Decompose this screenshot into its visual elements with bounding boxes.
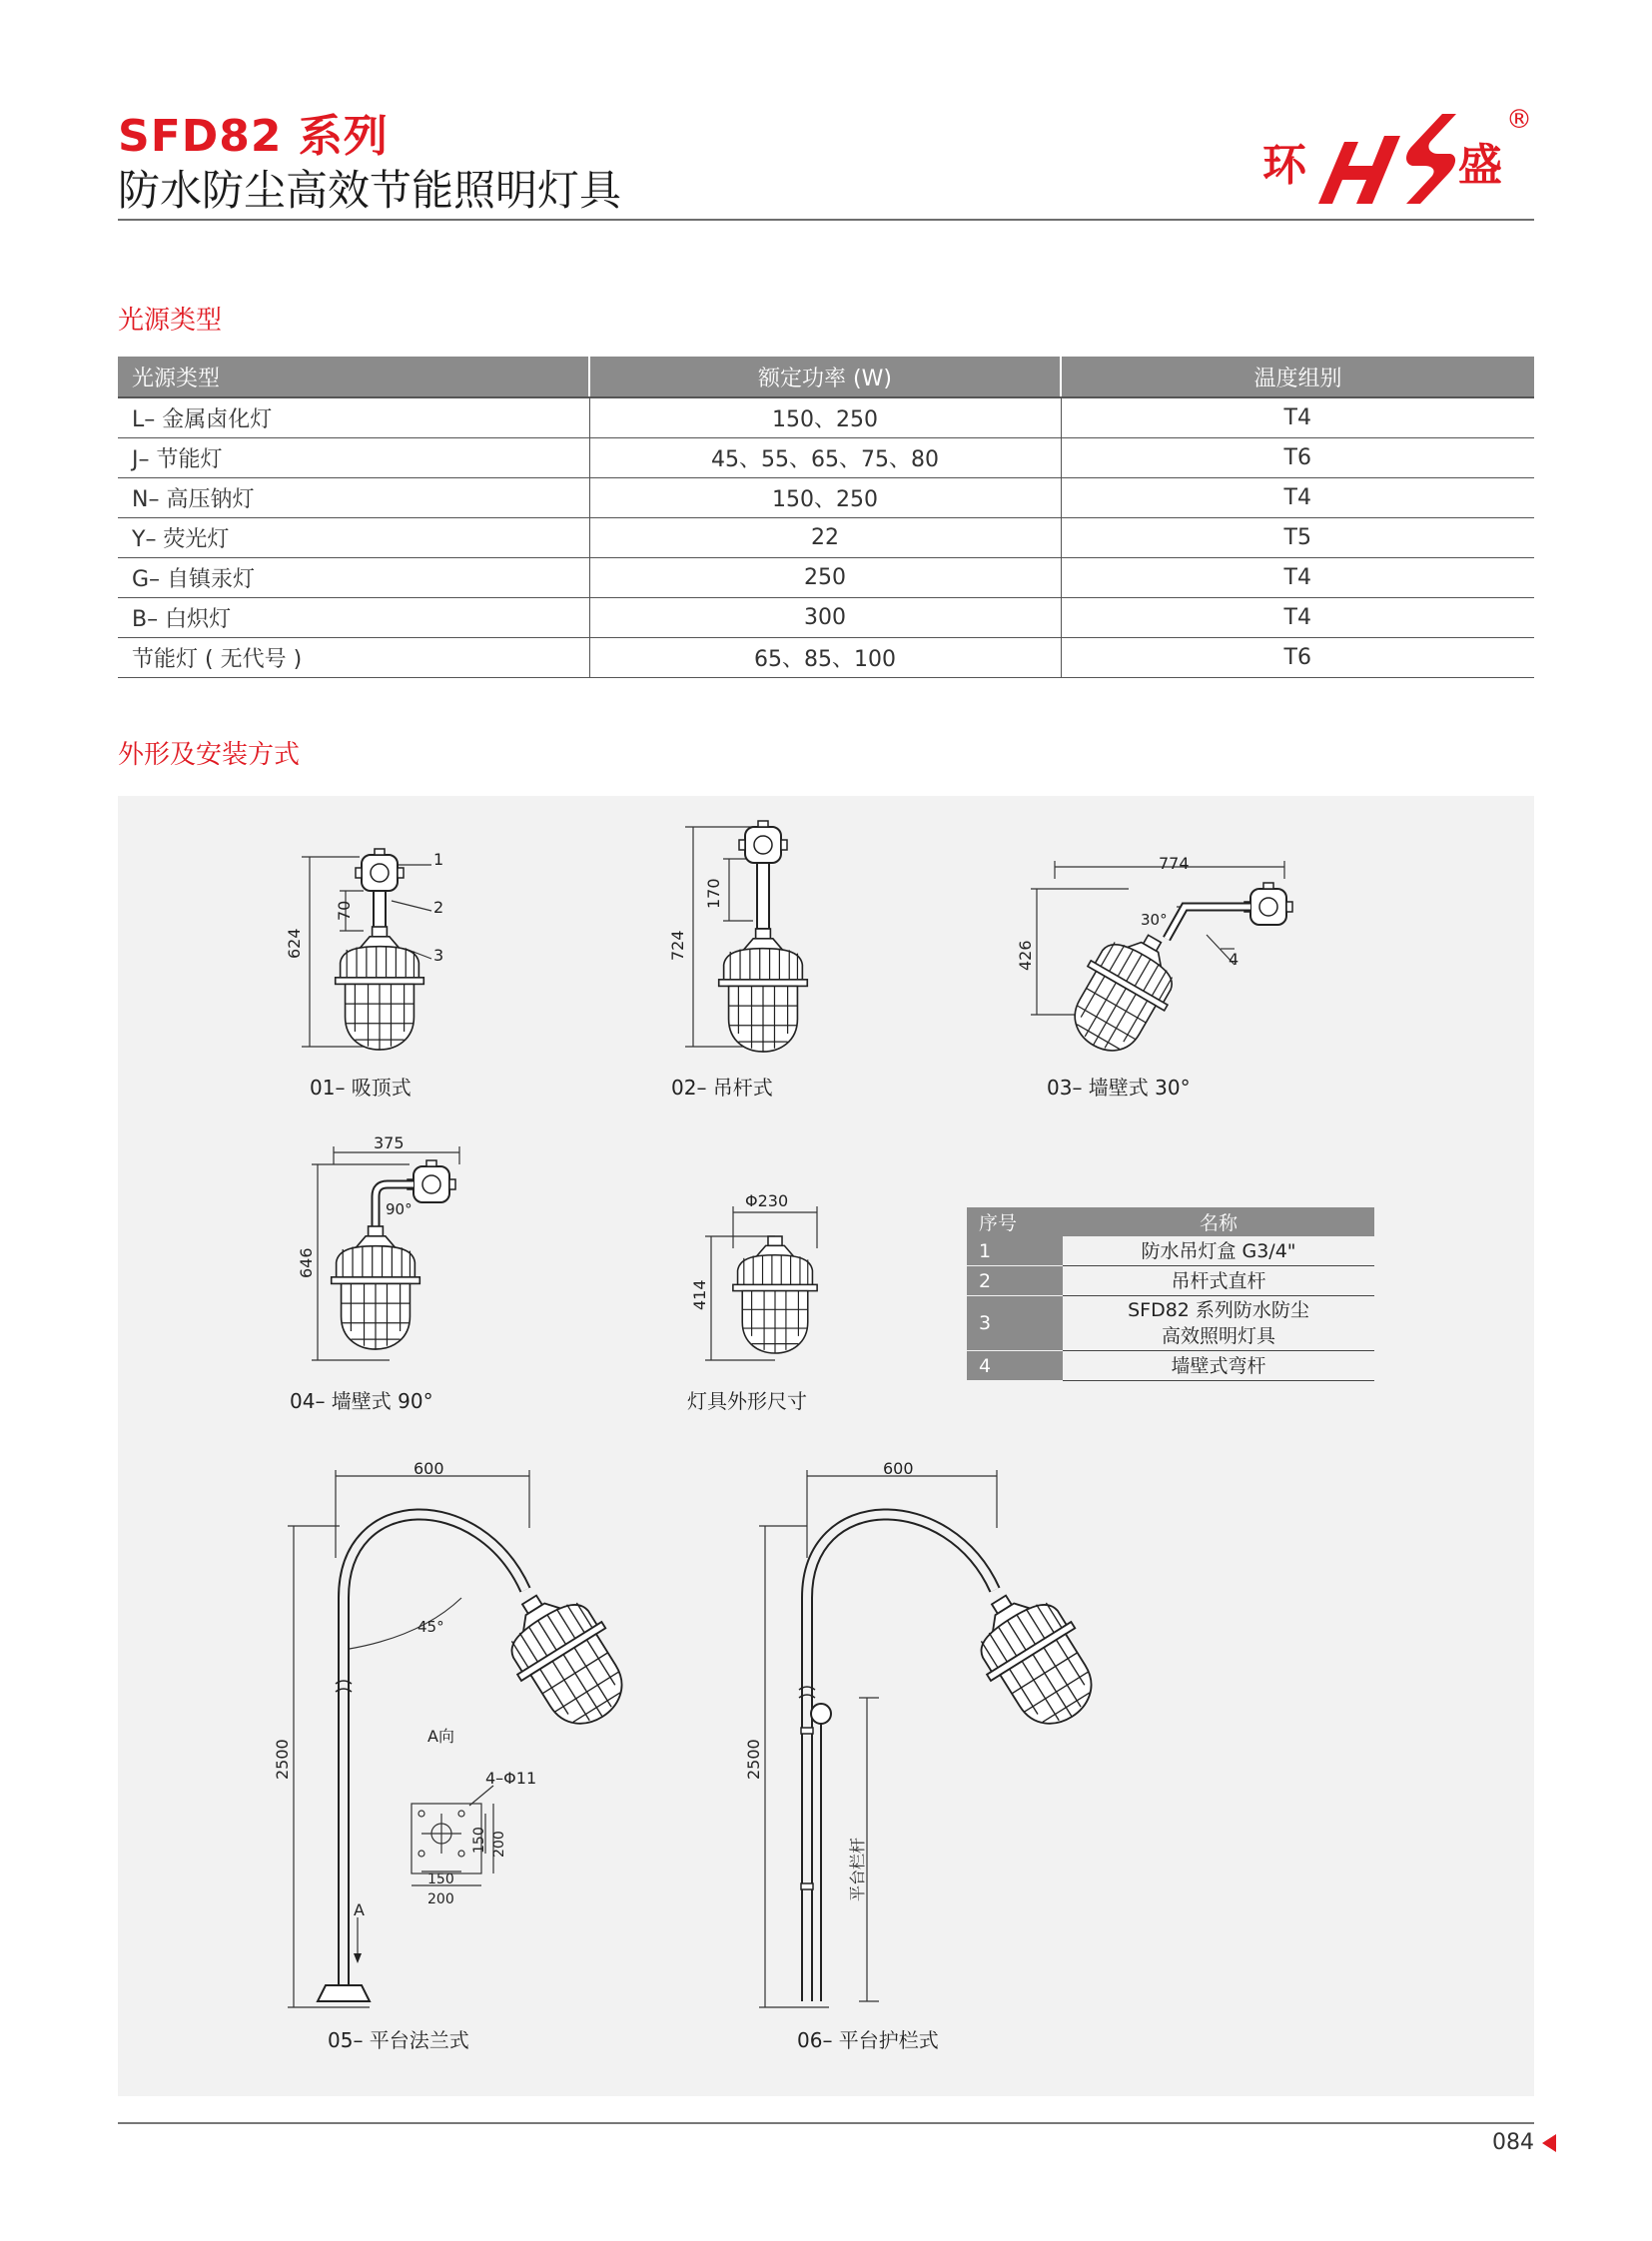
legend-name: 防水吊灯盒 G3/4" — [1063, 1236, 1374, 1266]
d01-gap: 70 — [335, 900, 354, 921]
caption-dimensions: 灯具外形尺寸 — [687, 1389, 807, 1413]
registered-mark: ® — [1506, 105, 1532, 135]
cell-power: 250 — [589, 558, 1061, 598]
cell-temp: T4 — [1061, 598, 1534, 638]
d05-height: 2500 — [273, 1739, 292, 1780]
logo-left-char: 环 — [1262, 140, 1306, 191]
footer-divider — [118, 2122, 1534, 2124]
col-header-temp: 温度组别 — [1061, 357, 1534, 397]
legend-row — [967, 1351, 1374, 1381]
d05-side-200: 200 — [491, 1831, 507, 1858]
legend-row — [967, 1236, 1374, 1266]
d02-height: 724 — [668, 930, 687, 961]
light-source-section-title: 光源类型 — [118, 306, 223, 336]
logo-right-char: 盛 — [1458, 140, 1502, 191]
callout-1: 1 — [433, 850, 444, 869]
caption-04: 04– 墙壁式 90° — [290, 1389, 433, 1413]
cell-temp: T4 — [1061, 478, 1534, 518]
view-arrow-icon — [354, 1953, 362, 1963]
legend-no: 3 — [967, 1296, 1063, 1351]
d01-height: 624 — [285, 928, 304, 959]
d06-height: 2500 — [744, 1739, 763, 1780]
d04-width: 375 — [374, 1133, 405, 1152]
legend-name: 墙壁式弯杆 — [1063, 1351, 1374, 1381]
cell-type: Y– 荧光灯 — [118, 518, 589, 558]
col-header-type: 光源类型 — [118, 357, 589, 397]
cell-power: 45、55、65、75、80 — [589, 438, 1061, 478]
cell-type: J– 节能灯 — [118, 438, 589, 478]
cell-power: 150、250 — [589, 397, 1061, 438]
installation-section-title: 外形及安装方式 — [118, 740, 301, 770]
d05-view: A向 — [427, 1727, 454, 1746]
d05-bottom-150: 150 — [427, 1871, 454, 1887]
callout-4: 4 — [1229, 950, 1239, 969]
cell-type: B– 白炽灯 — [118, 598, 589, 638]
parts-legend-table — [967, 1207, 1374, 1381]
legend-name-line1: SFD82 系列防水防尘 — [1128, 1299, 1309, 1321]
cell-type: L– 金属卤化灯 — [118, 397, 589, 438]
d02-gap: 170 — [704, 878, 723, 909]
cell-power: 65、85、100 — [589, 638, 1061, 678]
cell-type: N– 高压钠灯 — [118, 478, 589, 518]
d06-railing-label: 平台栏杆 — [848, 1837, 867, 1901]
dim-height: 414 — [690, 1279, 709, 1310]
legend-col-name: 名称 — [1063, 1207, 1374, 1236]
d03-height: 426 — [1016, 940, 1035, 971]
col-header-power: 额定功率 (W) — [589, 357, 1061, 397]
cell-power: 150、250 — [589, 478, 1061, 518]
caption-06: 06– 平台护栏式 — [797, 2028, 939, 2052]
legend-no: 1 — [967, 1236, 1063, 1266]
cell-temp: T6 — [1061, 638, 1534, 678]
d03-width: 774 — [1159, 854, 1190, 873]
legend-name: 吊杆式直杆 — [1063, 1266, 1374, 1296]
series-title: SFD82 系列 — [118, 111, 389, 162]
callout-2: 2 — [433, 898, 444, 917]
d05-width: 600 — [413, 1459, 444, 1478]
d04-height: 646 — [297, 1247, 316, 1278]
caption-05: 05– 平台法兰式 — [328, 2028, 469, 2052]
legend-header-row — [967, 1207, 1374, 1236]
caption-01: 01– 吸顶式 — [310, 1076, 412, 1100]
caption-02: 02– 吊杆式 — [671, 1076, 773, 1100]
d04-angle: 90° — [386, 1200, 413, 1218]
d05-arrow-label: A — [354, 1900, 365, 1919]
cell-type: G– 自镇汞灯 — [118, 558, 589, 598]
cell-power: 300 — [589, 598, 1061, 638]
cell-power: 22 — [589, 518, 1061, 558]
dim-diameter: Φ230 — [745, 1191, 789, 1210]
cell-type: 节能灯 ( 无代号 ) — [118, 638, 589, 678]
cell-temp: T6 — [1061, 438, 1534, 478]
legend-no: 2 — [967, 1266, 1063, 1296]
legend-name-line2: 高效照明灯具 — [1161, 1325, 1275, 1347]
d06-width: 600 — [883, 1459, 914, 1478]
cell-temp: T5 — [1061, 518, 1534, 558]
callout-3: 3 — [433, 946, 444, 965]
product-title: 防水防尘高效节能照明灯具 — [118, 166, 622, 215]
legend-row — [967, 1266, 1374, 1296]
d05-side-150: 150 — [471, 1827, 487, 1854]
cell-temp: T4 — [1061, 558, 1534, 598]
cell-temp: T4 — [1061, 397, 1534, 438]
legend-name — [1063, 1296, 1374, 1351]
caption-03: 03– 墙壁式 30° — [1047, 1076, 1191, 1100]
d03-angle: 30° — [1141, 911, 1168, 929]
legend-col-no: 序号 — [967, 1207, 1063, 1236]
page-arrow-icon — [1542, 2134, 1556, 2152]
d05-bottom-200: 200 — [427, 1891, 454, 1907]
legend-no: 4 — [967, 1351, 1063, 1381]
legend-row — [967, 1296, 1374, 1351]
d05-holes: 4–Φ11 — [485, 1769, 537, 1788]
page-number: 084 — [1492, 2130, 1534, 2155]
d05-angle: 45° — [417, 1618, 444, 1636]
